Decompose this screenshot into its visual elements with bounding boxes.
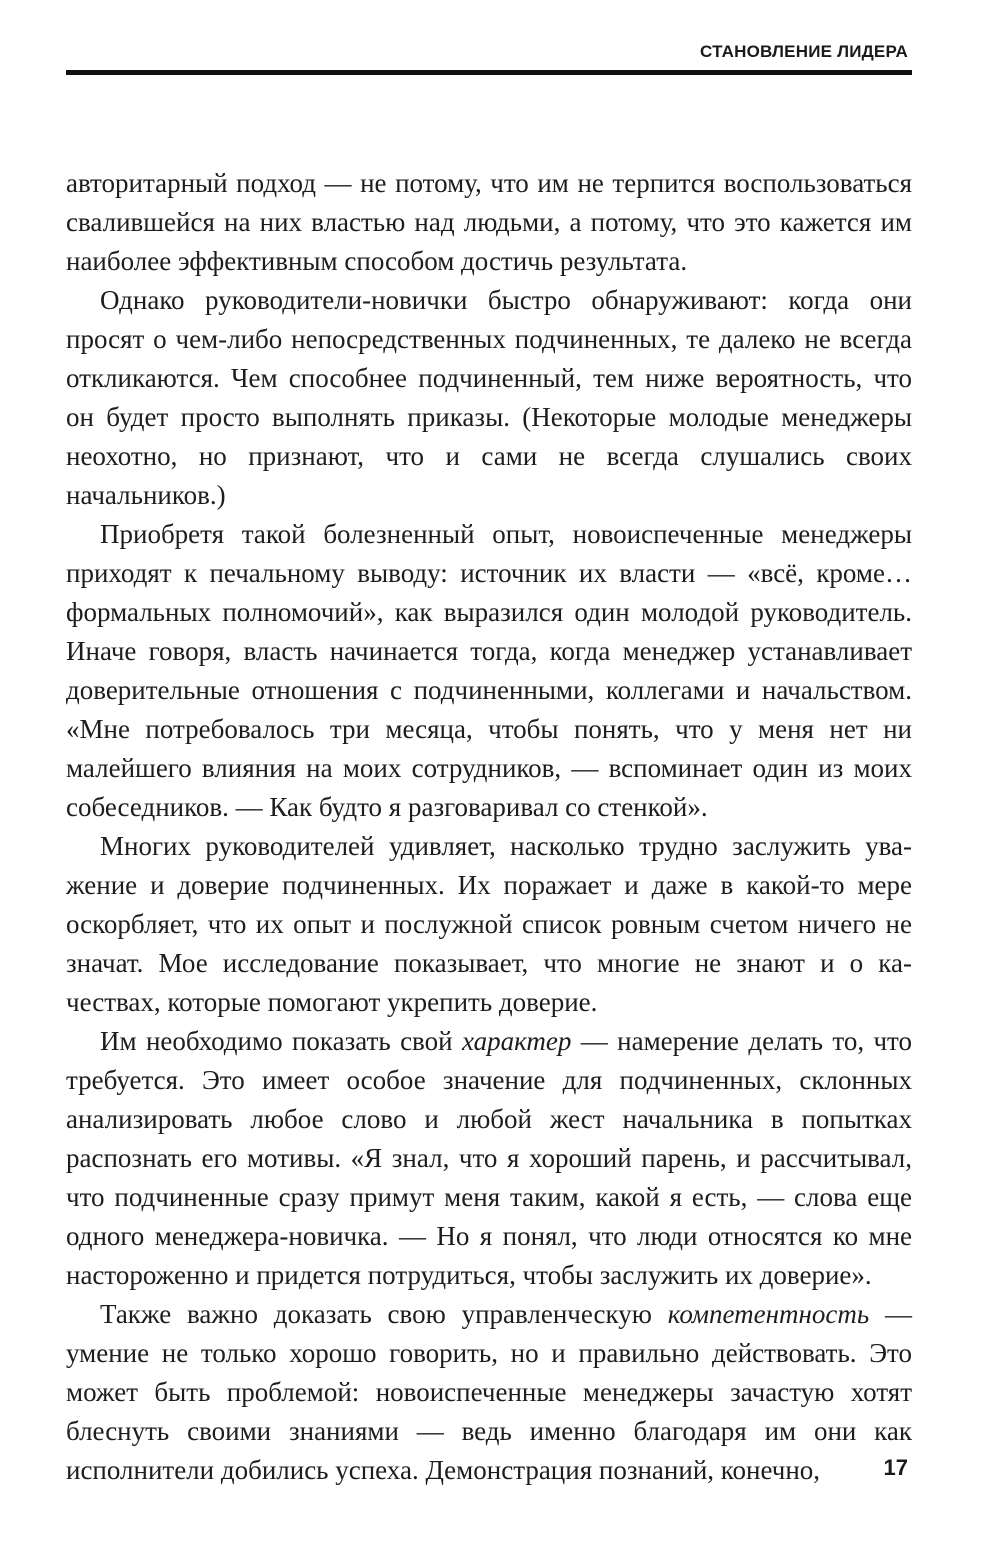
paragraph-5-text-after: — намерение делать то, что требуется. Это имеет особое значение для подчиненных, склонных анализировать любое слово и любой жест начальника в попытках распознать его мотивы. «Я знал, что я хороший парень, и рассчитывал, что подчиненные сразу примут меня таким, какой я есть, — слова еще одного менеджера-новичка. — Но я понял, что люди относятся ко мне настороженно и придется потрудиться, чтобы заслужить их доверие». <box>66 1026 912 1290</box>
paragraph-3: Приобретя такой болезненный опыт, новоиспеченные менеджеры приходят к печальному выводу: источник их власти — «всё, кроме… формальных полномочий», как выразился один молодой руководитель. Иначе говоря, власть начинается тогда, когда менеджер устанавливает доверительные отношения с подчиненными, коллегами и начальством. «Мне потребовалось три месяца, чтобы понять, что у меня нет ни малейшего влияния на моих сотрудников, — вспоминает один из моих собеседников. — Как будто я разговаривал со стенкой». <box>66 519 912 822</box>
paragraph-5-emphasis: характер <box>461 1026 572 1056</box>
paragraph-6-emphasis: компетентность <box>667 1299 870 1329</box>
paragraph-1: авторитарный подход — не потому, что им не терпится воспользоваться свалившейся на них властью над людьми, а потому, что это кажется им наиболее эффективным способом достичь результата. <box>66 168 912 276</box>
paragraph-5 <box>66 1022 912 1295</box>
header-rule <box>66 70 912 75</box>
paragraph-5-text-before: Им необходимо показать свой <box>100 1026 462 1056</box>
paragraph-6 <box>66 1295 912 1490</box>
paragraph-4: Многих руководителей удивляет, насколько трудно заслужить уважение и доверие подчиненных. Их поражает и даже в какой-то мере оскорбляет, что их опыт и послужной список ровным счетом ничего не значат. Мое исследование показывает, что многие не знают и о качествах, которые помогают укрепить доверие. <box>66 831 912 1017</box>
page-number: 17 <box>883 1455 908 1480</box>
paragraph-6-text-before: Также важно доказать свою управленческую <box>100 1299 668 1329</box>
paragraph-6-text-after: — умение не только хорошо говорить, но и правильно действовать. Это может быть проблемой: новоиспеченные менеджеры зачастую хотят блеснуть своими знаниями — ведь именно благодаря им они как исполнители добились успеха. Демонстрация познаний, конечно, <box>66 1299 912 1485</box>
body-text <box>66 164 912 1490</box>
paragraph-2: Однако руководители-новички быстро обнаруживают: когда они просят о чем-либо непосредственных подчиненных, те далеко не всегда откликаются. Чем способнее подчиненный, тем ниже вероятность, что он будет просто выполнять приказы. (Некоторые молодые менеджеры неохотно, но признают, что и сами не всегда слушались своих начальников.) <box>66 285 912 510</box>
running-head-title: СТАНОВЛЕНИЕ ЛИДЕРА <box>700 42 908 61</box>
